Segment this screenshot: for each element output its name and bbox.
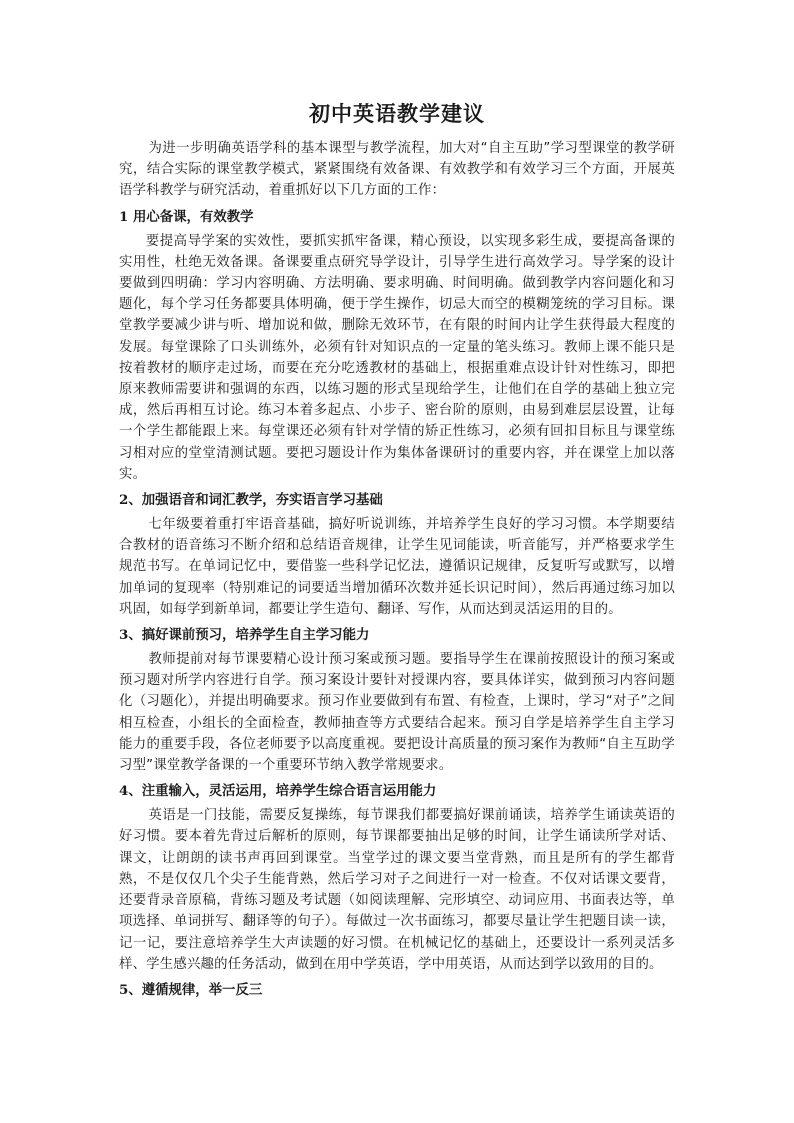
intro-paragraph: 为进一步明确英语学科的基本课型与教学流程，加大对“自主互助”学习型课堂的教学研究，结合实际的课堂教学模式，紧紧围绕有效备课、有效教学和有效学习三个方面，开展英语学科教学与研究活动，着重抓好以下几方面的工作： [119,141,675,199]
section-heading-1: 1 用心备课，有效教学 [119,208,254,225]
section-heading-3: 3、搞好课前预习，培养学生自主学习能力 [119,627,370,644]
section-body-4: 英语是一门技能，需要反复操练，每节课我们都要搞好课前诵读，培养学生诵读英语的好习惯。要本着先背过后解析的原则，每节课都要抽出足够的时间，让学生诵读所学对话、课文，让朗朗的读书声再回到课堂。当堂学过的课文要当堂背熟，而且是所有的学生都背熟，不是仅仅几个尖子生能背熟，然后学习对子之间进行一对一检查。不仅对话课文要背，还要背录音原稿，背练习题及考试题（如阅读理解、完形填空、动词应用、书面表达等，单项选择、单词拼写、翻译等的句子）。每做过一次书面练习，都要尽量让学生把题目读一读，记一记，要注意培养学生大声读题的好习惯。在机械记忆的基础上，还要设计一系列灵活多样、学生感兴趣的任务活动，做到在用中学英语，学中用英语，从而达到学以致用的目的。 [119,808,675,972]
section-body-2: 七年级要着重打牢语音基础，搞好听说训练，并培养学生良好的学习习惯。本学期要结合教材的语音练习不断介绍和总结语音规律，让学生见词能读，听音能写，并严格要求学生规范书写。在单词记忆中，要借鉴一些科学记忆法，遵循识记规律，反复听写或默写，以增加单词的复现率（特别难记的词要适当增加循环次数并延长识记时间），然后再通过练习加以巩固，如每学到新单词，都要让学生造句、翻译、写作，从而达到灵活运用的目的。 [119,517,675,617]
section-body-1: 要提高导学案的实效性，要抓实抓牢备课，精心预设，以实现多彩生成，要提高备课的实用性，杜绝无效备课。备课要重点研究导学设计，引导学生进行高效学习。导学案的设计要做到四明确：学习内容明确、方法明确、要求明确、时间明确。做到教学内容问题化和习题化，每个学习任务都要具体明确，便于学生操作，切忌大而空的模糊笼统的学习目标。课堂教学要减少讲与听、增加说和做，删除无效环节，在有限的时间内让学生获得最大程度的发展。每堂课除了口头训练外，必须有针对知识点的一定量的笔头练习。教师上课不能只是按着教材的顺序走过场，而要在充分吃透教材的基础上，根据重难点设计针对性练习，即把原来教师需要讲和强调的东西，以练习题的形式呈现给学生，让他们在自学的基础上独立完成，然后再相互讨论。练习本着多起点、小步子、密台阶的原则，由易到难层层设置，让每一个学生都能跟上来。每堂课还必须有针对学情的矫正性练习，必须有回扣目标且与课堂练习相对应的堂堂清测试题。要把习题设计作为集体备课研讨的重要内容，并在课堂上加以落实。 [119,233,675,482]
section-heading-5: 5、遵循规律，举一反三 [119,981,263,998]
section-heading-2: 2、加强语音和词汇教学，夯实语言学习基础 [119,492,383,509]
section-body-3: 教师提前对每节课要精心设计预习案或预习题。要指导学生在课前按照设计的预习案或预习题对所学内容进行自学。预习案设计要针对授课内容，要具体详实，做到预习内容问题化（习题化），并提出明确要求。预习作业要做到有布置、有检查，上课时，学习“对子”之间相互检查，小组长的全面检查，教师抽查等方式要结合起来。预习自学是培养学生自主学习能力的重要手段，各位老师要予以高度重视。要把设计高质量的预习案作为教师“自主互助学习型”课堂教学备课的一个重要环节纳入教学常规要求。 [119,652,675,774]
document-title: 初中英语教学建议 [309,101,485,126]
section-heading-4: 4、注重输入，灵活运用，培养学生综合语言运用能力 [119,783,437,800]
document-page [119,100,675,1004]
